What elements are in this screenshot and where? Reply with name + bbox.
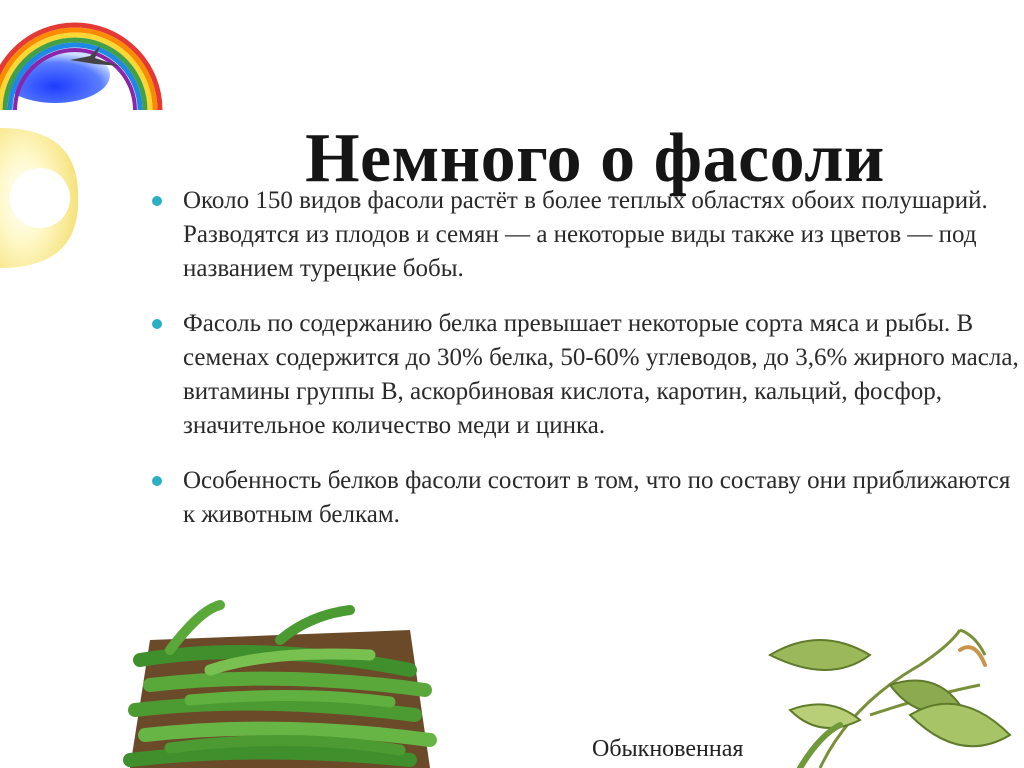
rainbow-image [0, 0, 170, 120]
sun-image [0, 128, 80, 268]
bullet-dot-icon [152, 196, 162, 206]
bullet-text: Около 150 видов фасоли растёт в более теплых областях обоих полушарий. Разводятся из плодов и семян — а некоторые виды также из цветов — под названием турецкие бобы. [183, 187, 988, 282]
bean-plant-image [760, 625, 1024, 768]
bullet-text: Особенность белков фасоли состоит в том, что по составу они приближаются к животным белкам. [183, 467, 1011, 528]
bullet-item [150, 307, 1020, 443]
bullet-list [150, 184, 1020, 553]
bullet-item [150, 464, 1020, 532]
slide-title: Немного о фасоли [305, 119, 885, 197]
bullet-dot-icon [152, 319, 162, 329]
image-caption: Обыкновенная [592, 736, 744, 762]
green-beans-image [110, 600, 440, 768]
bullet-item [150, 184, 1020, 286]
bullet-text: Фасоль по содержанию белка превышает некоторые сорта мяса и рыбы. В семенах содержится до 30% белка, 50-60% углеводов, до 3,6% жирного масла, витамины группы В, аскорбиновая кислота, каротин, кальций, фосфор, значительное количество меди и цинка. [183, 310, 1019, 439]
bullet-dot-icon [152, 476, 162, 486]
